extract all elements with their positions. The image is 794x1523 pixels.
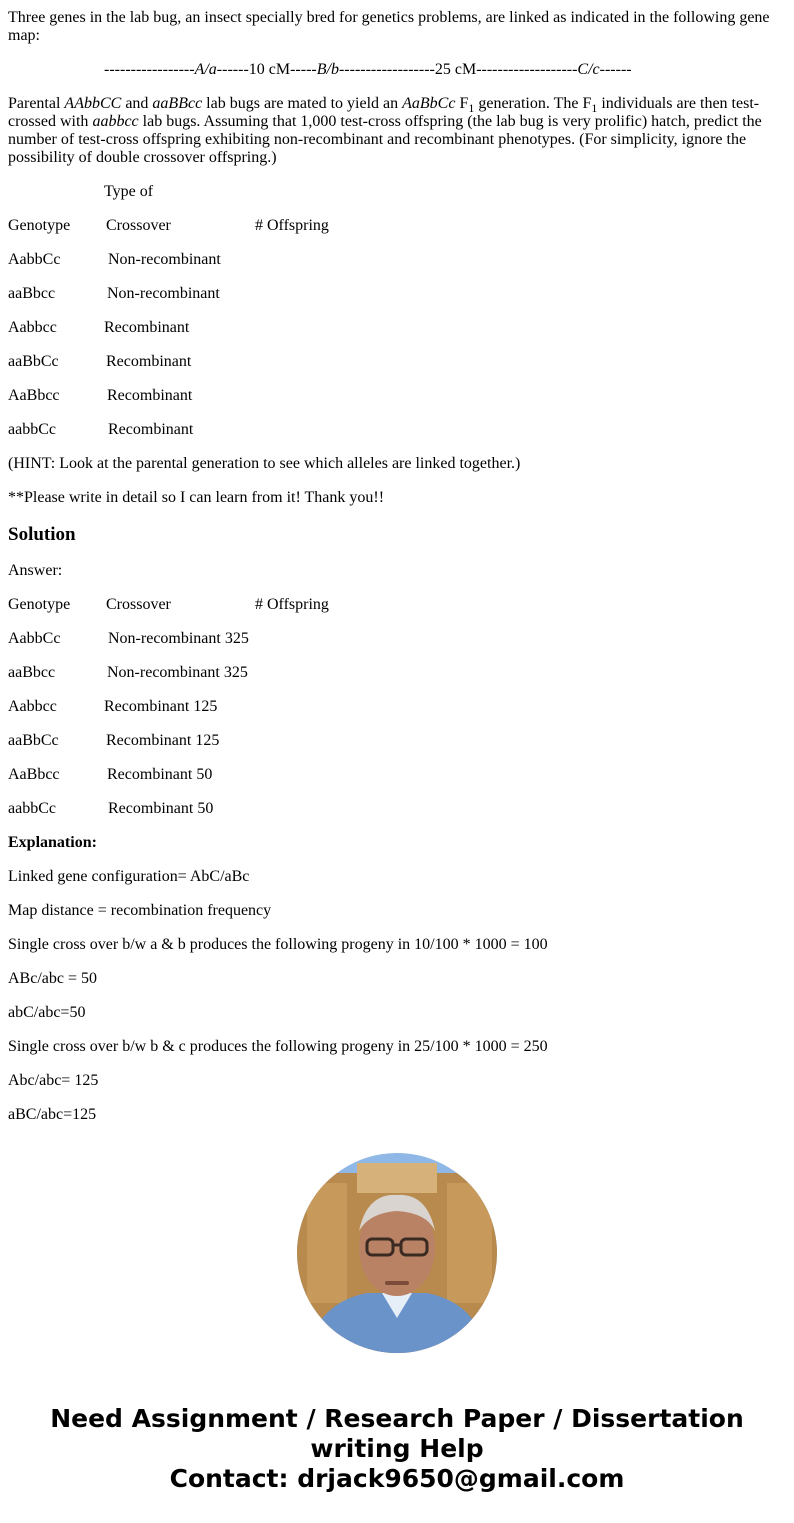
explanation-line: Single cross over b/w b & c produces the following progeny in 25/100 * 1000 = 250 (8, 1038, 548, 1055)
genotype-text: AaBbCc (402, 95, 456, 112)
gene-b: B/b (316, 61, 339, 78)
document-content (8, 0, 780, 1123)
genotype-text: aaBBcc (152, 95, 203, 112)
promo-banner (0, 1404, 794, 1494)
hint-text: (HINT: Look at the parental generation to see which alleles are linked together.) (8, 455, 521, 472)
table-row: aaBbcc Non-recombinant 325 (8, 664, 248, 681)
solution-heading: Solution (8, 524, 76, 545)
table-row: Aabbcc Recombinant (8, 319, 190, 336)
explanation-line: abC/abc=50 (8, 1004, 86, 1021)
genotype-text: aabbcc (92, 113, 139, 130)
genotype-text: AAbbCC (64, 95, 122, 112)
answer-label: Answer: (8, 562, 63, 579)
gene-map (8, 61, 780, 79)
question-table-header: Genotype Crossover # Offspring (8, 217, 329, 234)
explanation-line: Single cross over b/w a & b produces the following progeny in 10/100 * 1000 = 100 (8, 936, 548, 953)
table-row: aabbCc Recombinant (8, 421, 194, 438)
table-header-type-of: Type of (104, 183, 154, 200)
gene-a: A/a (194, 61, 217, 78)
table-row: AaBbcc Recombinant 50 (8, 766, 213, 783)
question-body: Parental AAbbCC and aaBBcc lab bugs are mated to yield an AaBbCc $F_1$ generation. The $F_1$ individuals are then test-crossed with aabbcc lab bugs. Assuming that 1,000 test-cross offspring (the lab bug is very prolific) hatch, predict the number of test-cross offspring exhibiting non-recombinant and recombinant phenotypes. (For simplicity, ignore the possibility of double crossover offspring.) (8, 95, 762, 166)
answer-table-header: Genotype Crossover # Offspring (8, 596, 329, 613)
explanation-line: ABc/abc = 50 (8, 970, 97, 987)
explanation-line: Map distance = recombination frequency (8, 902, 272, 919)
table-row: aaBbcc Non-recombinant (8, 285, 220, 302)
table-row: Aabbcc Recombinant 125 (8, 698, 218, 715)
table-row: AabbCc Non-recombinant (8, 251, 221, 268)
banner-line: Need Assignment / Research Paper / Dissertation (50, 1404, 744, 1433)
explanation-line: Abc/abc= 125 (8, 1072, 99, 1089)
map-segment: ----------------- (104, 61, 195, 78)
explanation-line: aBC/abc=125 (8, 1106, 97, 1123)
map-segment: ------------------25 cM------------------- (338, 61, 578, 78)
explanation-line: Linked gene configuration= AbC/aBc (8, 868, 250, 885)
table-row: aabbCc Recombinant 50 (8, 800, 214, 817)
table-row: aaBbCc Recombinant 125 (8, 732, 220, 749)
request-text: **Please write in detail so I can learn from it! Thank you!! (8, 489, 385, 506)
banner-line: writing Help (310, 1434, 484, 1463)
person-portrait-icon (297, 1153, 497, 1353)
map-segment: ------ (599, 61, 632, 78)
table-row: AabbCc Non-recombinant 325 (8, 630, 249, 647)
table-row: aaBbCc Recombinant (8, 353, 192, 370)
table-row: AaBbcc Recombinant (8, 387, 193, 404)
explanation-label: Explanation: (8, 834, 97, 851)
map-segment: ------10 cM----- (216, 61, 317, 78)
author-photo (297, 1153, 497, 1353)
question-intro: Three genes in the lab bug, an insect specially bred for genetics problems, are linked as indicated in the following gene map: (8, 9, 770, 44)
gene-c: C/c (577, 61, 600, 78)
contact-line: Contact: drjack9650@gmail.com (169, 1464, 625, 1493)
